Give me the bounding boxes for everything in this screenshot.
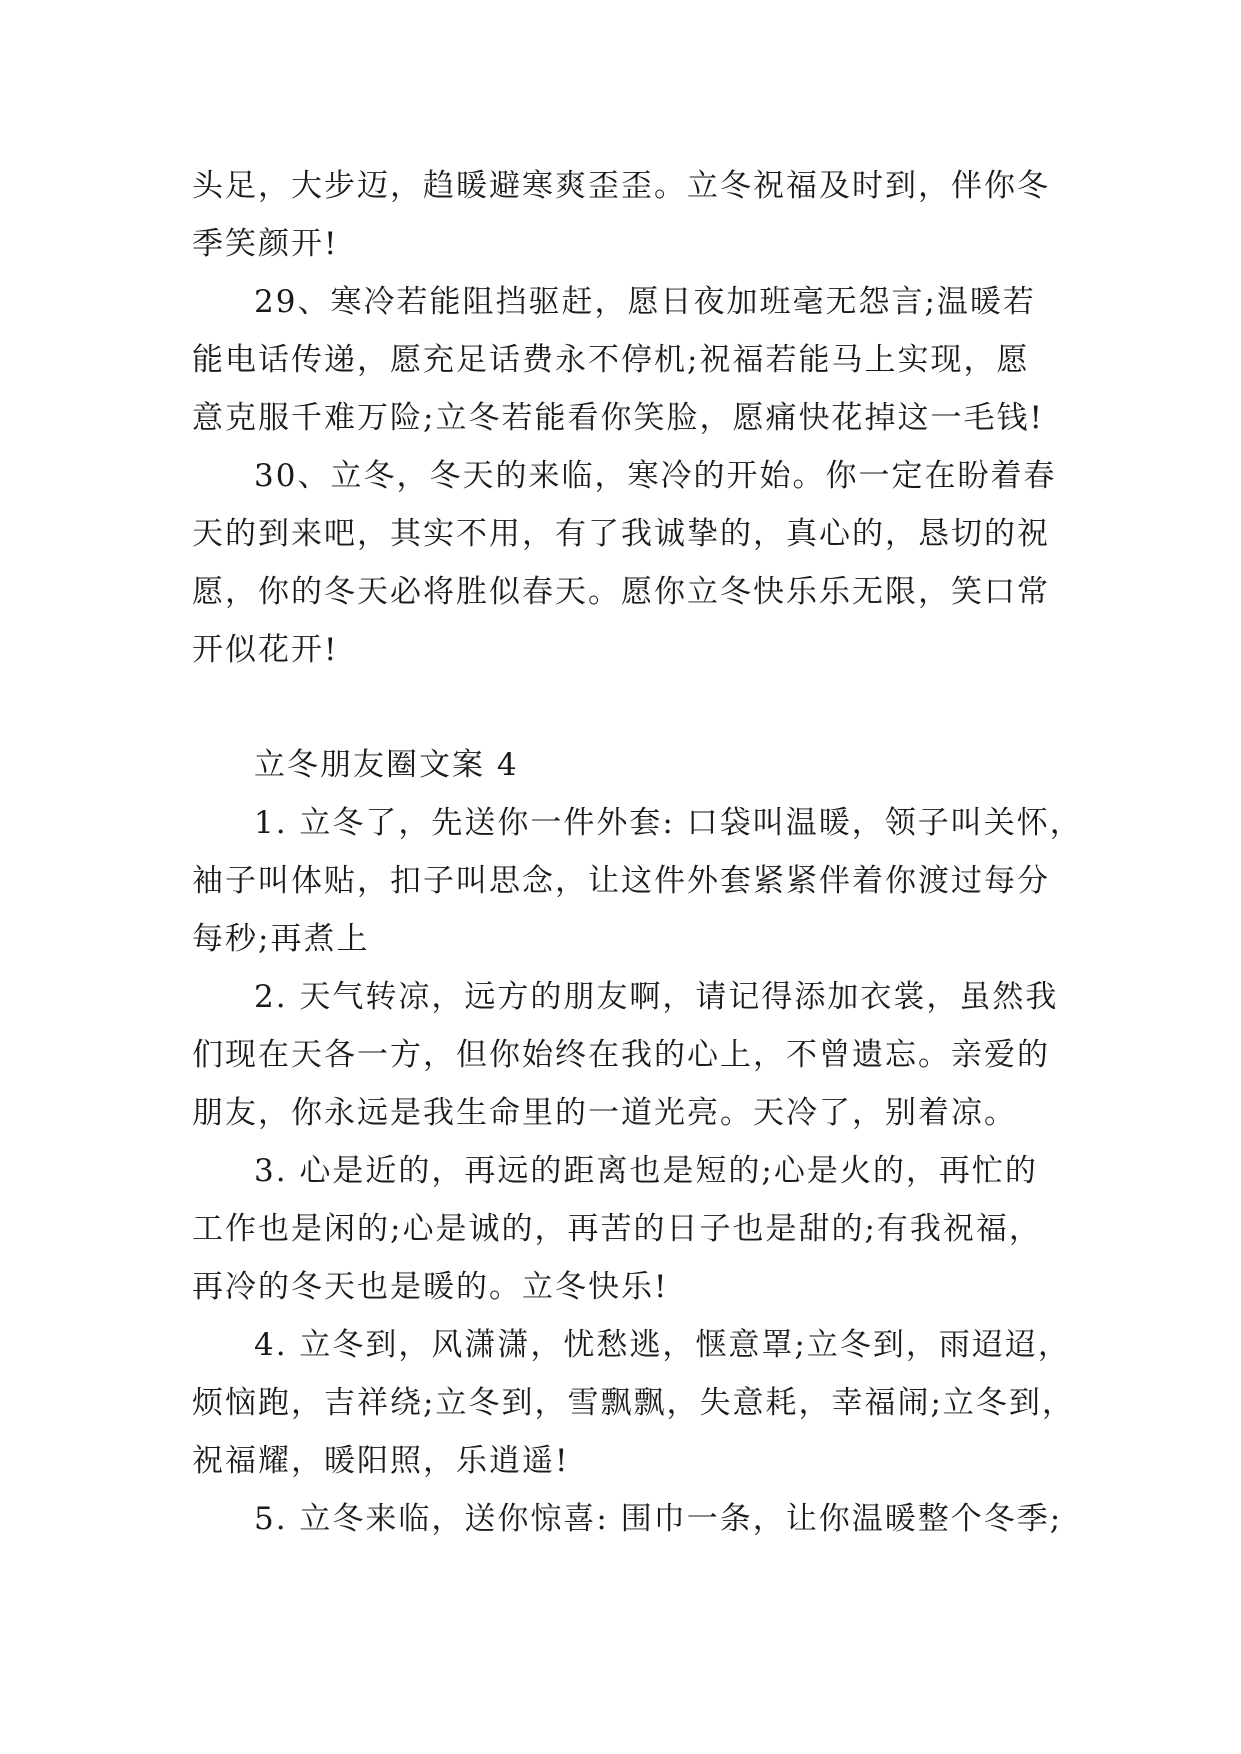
paragraph-30-line: 愿，你的冬天必将胜似春天。愿你立冬快乐乐无限，笑口常 <box>192 574 1050 610</box>
paragraph-30-line: 天的到来吧，其实不用，有了我诚挚的，真心的，恳切的祝 <box>192 516 1050 552</box>
item-2-line: 朋友，你永远是我生命里的一道光亮。天冷了，别着凉。 <box>192 1095 1017 1131</box>
item-1-line: 袖子叫体贴，扣子叫思念，让这件外套紧紧伴着你渡过每分 <box>192 863 1050 899</box>
item-3-line: 再冷的冬天也是暖的。立冬快乐! <box>192 1269 669 1305</box>
item-3-line: 工作也是闲的;心是诚的，再苦的日子也是甜的;有我祝福， <box>192 1211 1042 1247</box>
section-title: 立冬朋友圈文案 4 <box>254 747 519 783</box>
item-4-line: 祝福耀，暖阳照，乐逍遥! <box>192 1443 570 1479</box>
item-4-line: 4. 立冬到，风潇潇，忧愁逃，惬意罩;立冬到，雨迢迢， <box>254 1327 1071 1363</box>
item-2-line: 2. 天气转凉，远方的朋友啊，请记得添加衣裳，虽然我 <box>254 979 1059 1015</box>
text-line: 季笑颜开! <box>192 226 339 262</box>
paragraph-29-line: 29、寒冷若能阻挡驱赶，愿日夜加班毫无怨言;温暖若 <box>254 284 1036 320</box>
paragraph-30-line: 30、立冬，冬天的来临，寒冷的开始。你一定在盼着春 <box>254 458 1057 494</box>
item-5-line: 5. 立冬来临，送你惊喜: 围巾一条，让你温暖整个冬季; <box>254 1501 1063 1537</box>
item-4-line: 烦恼跑，吉祥绕;立冬到，雪飘飘，失意耗，幸福闹;立冬到， <box>192 1385 1075 1421</box>
paragraph-29-line: 能电话传递，愿充足话费永不停机;祝福若能马上实现，愿 <box>192 342 1030 378</box>
paragraph-30-line: 开似花开! <box>192 632 339 668</box>
item-3-line: 3. 心是近的，再远的距离也是短的;心是火的，再忙的 <box>254 1153 1038 1189</box>
item-1-line: 每秒;再煮上 <box>192 921 370 957</box>
item-1-line: 1. 立冬了，先送你一件外套: 口袋叫温暖，领子叫关怀， <box>254 805 1083 841</box>
paragraph-29-line: 意克服千难万险;立冬若能看你笑脸，愿痛快花掉这一毛钱! <box>192 400 1044 436</box>
item-2-line: 们现在天各一方，但你始终在我的心上，不曾遗忘。亲爱的 <box>192 1037 1050 1073</box>
text-line: 头足，大步迈，趋暖避寒爽歪歪。立冬祝福及时到，伴你冬 <box>192 168 1050 204</box>
